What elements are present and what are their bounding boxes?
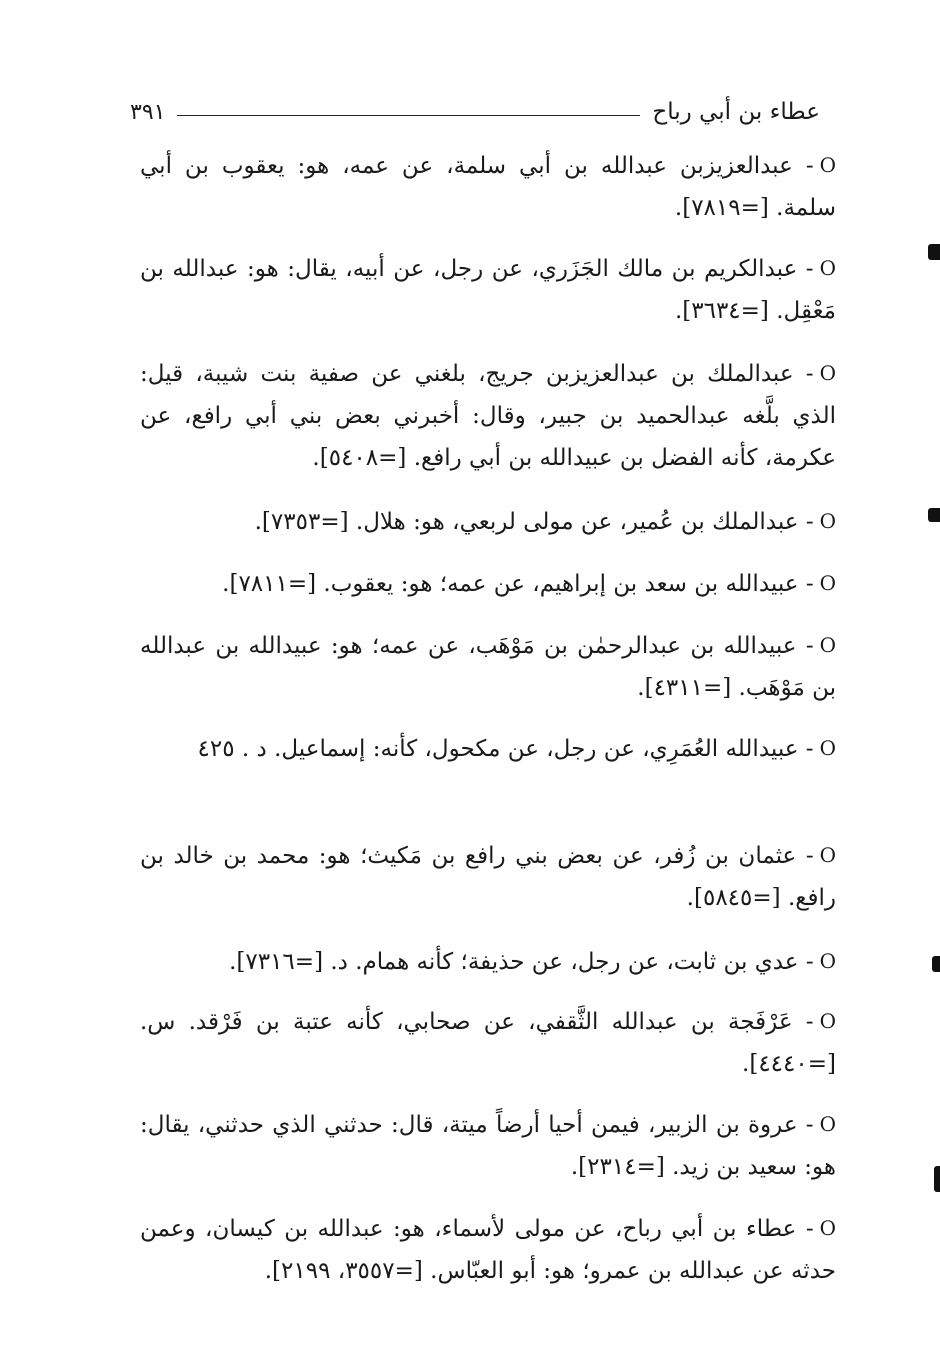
entry [140, 1103, 836, 1188]
circle-bullet-icon: O [819, 949, 836, 973]
entry [140, 144, 836, 229]
entry-text: - عبدالملك بن عُمير، عن مولى لربعي، هو: هلال. [=٧٣٥٣]. [254, 509, 814, 535]
margin-tab-mark [928, 244, 940, 260]
entry-text: - عبيدالله بن سعد بن إبراهيم، عن عمه؛ هو: يعقوب. [=٧٨١١]. [222, 571, 814, 597]
entry-text: - عبدالعزيزبن عبدالله بن أبي سلمة، عن عمه، هو: يعقوب بن أبي سلمة. [=٧٨١٩]. [140, 153, 836, 221]
entry [140, 352, 836, 479]
page-number: ٣٩١ [130, 99, 166, 125]
entry [140, 247, 836, 332]
entry-text: - عطاء بن أبي رباح، عن مولى لأسماء، هو: عبدالله بن كيسان، وعمن حدثه عن عبدالله بن عمرو؛ هو: أبو العبّاس. [=٣٥٥٧، ٢١٩٩]. [140, 1216, 836, 1284]
entry-text: - عَرْفَجة بن عبدالله الثَّقفي، عن صحابي، كأنه عتبة بن فَرْقد. س. [=٤٤٤٠]. [140, 1009, 836, 1077]
margin-tab-mark [932, 956, 940, 972]
circle-bullet-icon: O [819, 361, 836, 385]
entry-text: - عثمان بن زُفر، عن بعض بني رافع بن مَكيث؛ هو: محمد بن خالد بن رافع. [=٥٨٤٥]. [140, 843, 836, 911]
circle-bullet-icon: O [819, 571, 836, 595]
circle-bullet-icon: O [819, 1009, 836, 1033]
circle-bullet-icon: O [819, 509, 836, 533]
margin-tab-mark [934, 1166, 940, 1192]
entry-text: - عدي بن ثابت، عن رجل، عن حذيفة؛ كأنه همام. د. [=٧٣١٦]. [229, 949, 814, 975]
entry [140, 624, 836, 709]
running-title: عطاء بن أبي رباح [652, 99, 820, 125]
entry [140, 727, 836, 770]
entry [140, 1207, 836, 1292]
entry-text: - عبيدالله العُمَرِي، عن رجل، عن مكحول، كأنه: إسماعيل. د . ٤٢٥ [197, 736, 814, 762]
entry [140, 834, 836, 919]
entry-text: - عبيدالله بن عبدالرحمٰن بن مَوْهَب، عن عمه؛ هو: عبيدالله بن عبدالله بن مَوْهَب. [=٤٣١١]. [140, 633, 836, 701]
circle-bullet-icon: O [819, 256, 836, 280]
entry [140, 500, 836, 543]
page-header [130, 92, 820, 132]
circle-bullet-icon: O [819, 1112, 836, 1136]
entry [140, 1000, 836, 1085]
header-rule [177, 115, 640, 116]
entry-text: - عروة بن الزبير، فيمن أحيا أرضاً ميتة، قال: حدثني الذي حدثني، يقال: هو: سعيد بن زيد. [=٢٣١٤]. [140, 1112, 836, 1180]
entry [140, 562, 836, 605]
circle-bullet-icon: O [819, 153, 836, 177]
entry-text: - عبدالملك بن عبدالعزيزبن جريج، بلغني عن صفية بنت شيبة، قيل: الذي بلَّغه عبدالحميد بن جبير، وقال: أخبرني بعض بني أبي رافع، عن عكرمة، كأنه الفضل بن عبيدالله بن أبي رافع. [=٥٤٠٨]. [140, 361, 836, 471]
circle-bullet-icon: O [819, 843, 836, 867]
entry-text: - عبدالكريم بن مالك الجَزَري، عن رجل، عن أبيه، يقال: هو: عبدالله بن مَعْقِل. [=٣٦٣٤]. [140, 256, 836, 324]
circle-bullet-icon: O [819, 633, 836, 657]
margin-tab-mark [928, 508, 940, 522]
entry [140, 940, 836, 983]
circle-bullet-icon: O [819, 1216, 836, 1240]
circle-bullet-icon: O [819, 736, 836, 760]
